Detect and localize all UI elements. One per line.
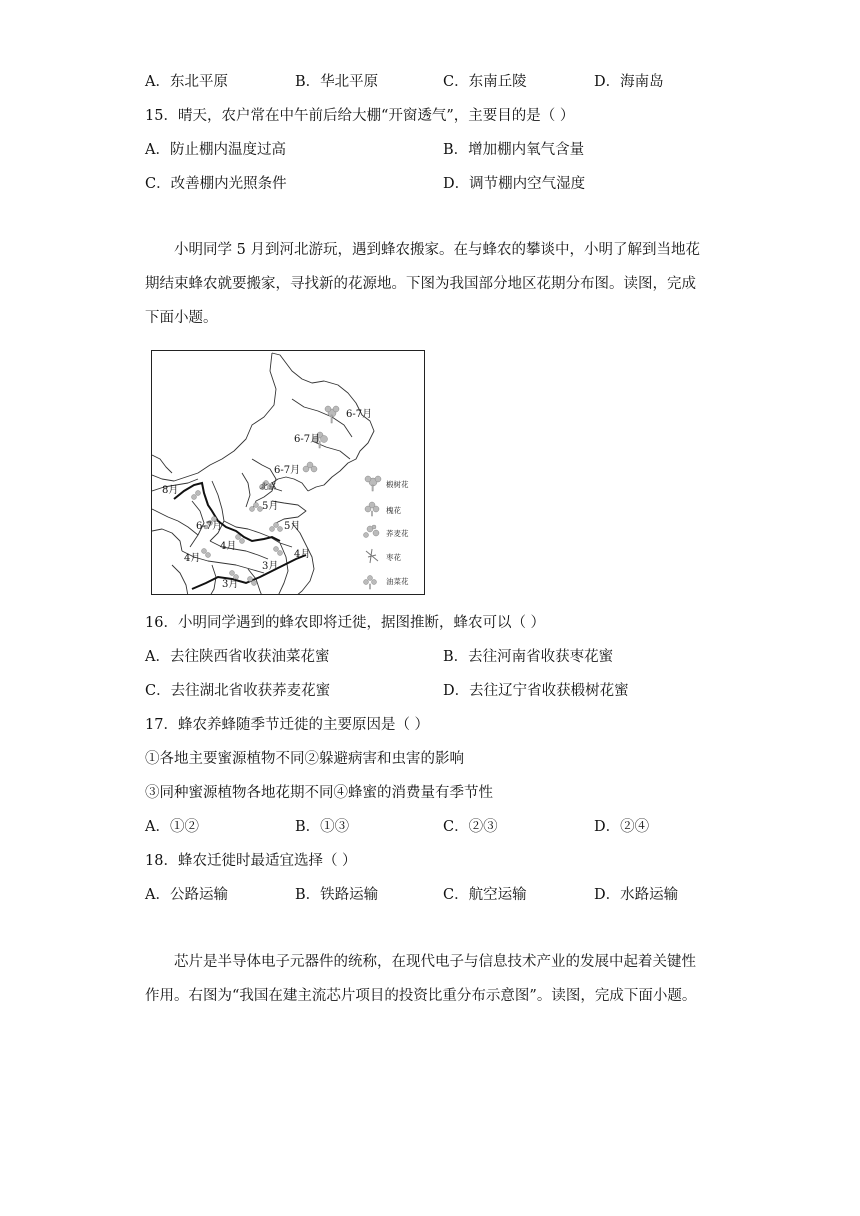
q15-option-a[interactable]: A．防止棚内温度过高 bbox=[145, 142, 286, 158]
q17-option-d[interactable]: D．②④ bbox=[594, 819, 650, 835]
q16-option-d[interactable]: D．去往辽宁省收获椴树花蜜 bbox=[443, 683, 629, 699]
map-label-e4: 4月 bbox=[294, 549, 311, 560]
map-label-w8: 8月 bbox=[162, 485, 179, 496]
q14-option-d[interactable]: D．海南岛 bbox=[594, 74, 664, 90]
q17-stem: 17．蜂农养蜂随季节迁徙的主要原因是（ ） bbox=[145, 717, 430, 733]
map-label-n2: 6-7月 bbox=[274, 465, 301, 476]
flowering-period-map bbox=[151, 350, 425, 595]
map-label-c5a: 5月 bbox=[262, 501, 279, 512]
q16-stem: 16．小明同学遇到的蜂农即将迁徙，据图推断，蜂农可以（ ） bbox=[145, 615, 546, 631]
legend-label-rapeseed: 油菜花 bbox=[386, 577, 409, 586]
legend-label-linden: 椴树花 bbox=[386, 480, 409, 489]
q18-option-b[interactable]: B．铁路运输 bbox=[295, 887, 379, 903]
passage2-line2: 作用。右图为“我国在建主流芯片项目的投资比重分布示意图”。读图，完成下面小题。 bbox=[145, 988, 697, 1004]
q14-option-a[interactable]: A．东北平原 bbox=[145, 74, 228, 90]
map-label-c5b: 5月 bbox=[284, 521, 301, 532]
map-label-ne: 6-7月 bbox=[346, 409, 373, 420]
passage2-line1: 芯片是半导体电子元器件的统称，在现代电子与信息技术产业的发展中起着关键性 bbox=[174, 954, 696, 970]
passage1-line3: 下面小题。 bbox=[145, 310, 218, 326]
q16-option-a[interactable]: A．去往陕西省收获油菜花蜜 bbox=[145, 649, 330, 665]
map-label-c3b: 3月 bbox=[222, 579, 239, 590]
map-label-c4a: 4月 bbox=[220, 541, 237, 552]
q14-option-c[interactable]: C．东南丘陵 bbox=[443, 74, 527, 90]
passage1-line2: 期结束蜂农就要搬家，寻找新的花源地。下图为我国部分地区花期分布图。读图，完成 bbox=[145, 276, 696, 292]
q15-option-c[interactable]: C．改善棚内光照条件 bbox=[145, 176, 287, 192]
q16-option-c[interactable]: C．去往湖北省收获荞麦花蜜 bbox=[145, 683, 331, 699]
q17-items-2: ③同种蜜源植物各地花期不同④蜂蜜的消费量有季节性 bbox=[145, 785, 493, 801]
q17-option-c[interactable]: C．②③ bbox=[443, 819, 498, 835]
q18-option-a[interactable]: A．公路运输 bbox=[145, 887, 228, 903]
q18-stem: 18．蜂农迁徙时最适宜选择（ ） bbox=[145, 853, 357, 869]
q18-option-d[interactable]: D．水路运输 bbox=[594, 887, 679, 903]
q15-option-d[interactable]: D．调节棚内空气湿度 bbox=[443, 176, 586, 192]
q17-items-1: ①各地主要蜜源植物不同②躲避病害和虫害的影响 bbox=[145, 751, 464, 767]
legend-label-locust: 槐花 bbox=[386, 506, 401, 515]
map-label-beijing: 北京 bbox=[260, 482, 276, 491]
q15-option-b[interactable]: B．增加棚内氧气含量 bbox=[443, 142, 585, 158]
q17-option-b[interactable]: B．①③ bbox=[295, 819, 350, 835]
map-label-c4b: 4月 bbox=[184, 553, 201, 564]
map-label-n1: 6-7月 bbox=[294, 434, 321, 445]
q17-option-a[interactable]: A．①② bbox=[145, 819, 199, 835]
q18-option-c[interactable]: C．航空运输 bbox=[443, 887, 527, 903]
passage1-line1: 小明同学 5 月到河北游玩，遇到蜂农搬家。在与蜂农的攀谈中，小明了解到当地花 bbox=[174, 242, 700, 258]
legend-label-jujube: 枣花 bbox=[386, 553, 401, 562]
q14-option-b[interactable]: B．华北平原 bbox=[295, 74, 379, 90]
legend-label-buckwheat: 荞麦花 bbox=[386, 529, 409, 538]
map-label-w67: 6-7月 bbox=[196, 521, 223, 532]
q16-option-b[interactable]: B．去往河南省收获枣花蜜 bbox=[443, 649, 614, 665]
q15-stem: 15．晴天，农户常在中午前后给大棚“开窗透气”，主要目的是（ ） bbox=[145, 108, 575, 124]
map-label-c3a: 3月 bbox=[262, 561, 279, 572]
